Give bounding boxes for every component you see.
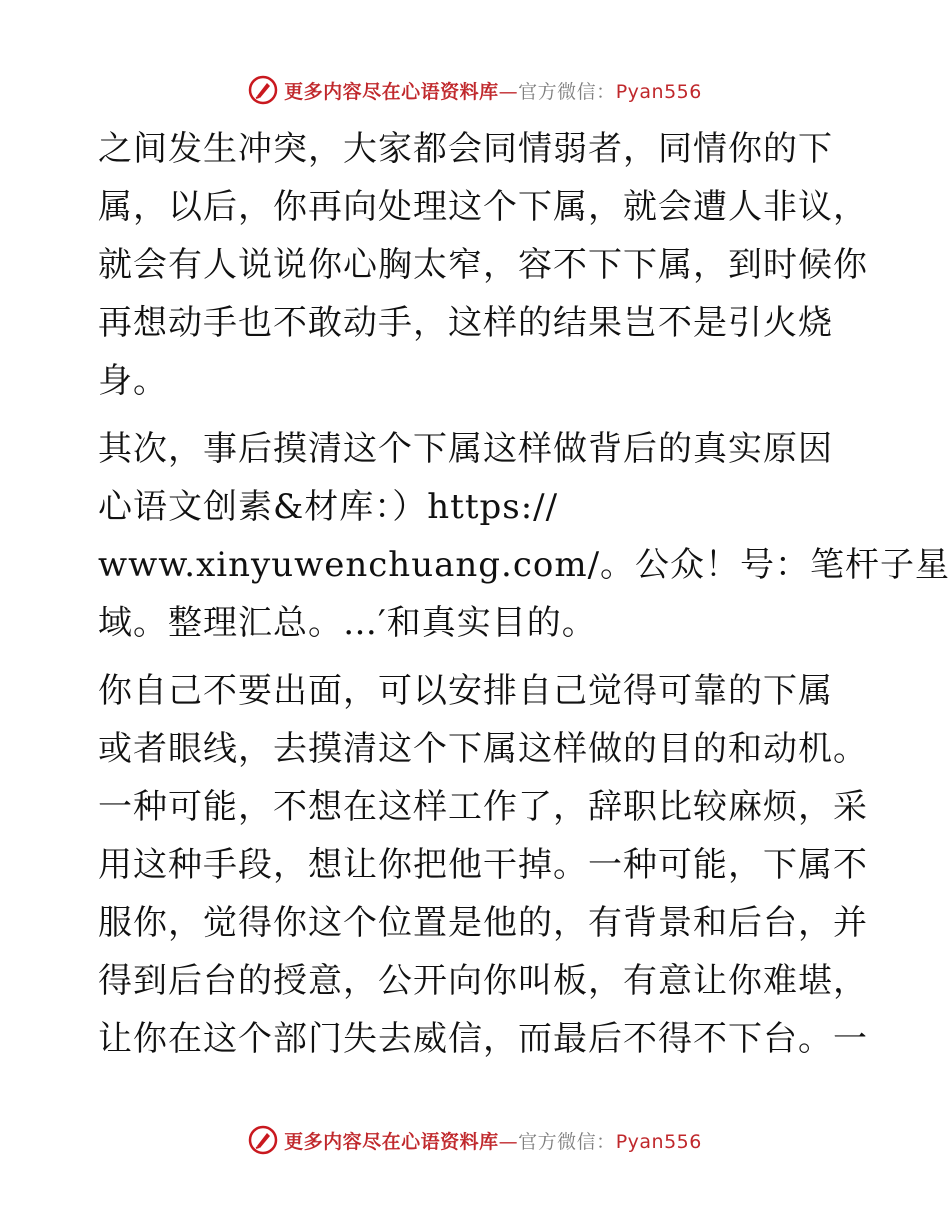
text-line: 用这种手段，想让你把他干掉。一种可能，下属不 <box>98 845 868 885</box>
banner-library-text: 更多内容尽在心语资料库 <box>284 80 499 103</box>
text-line: 一种可能，不想在这样工作了，辞职比较麻烦，采 <box>98 787 868 827</box>
header-banner <box>0 70 950 110</box>
text-line: 之间发生冲突，大家都会同情弱者，同情你的下 <box>98 129 833 169</box>
banner-wechat-id: Pyan556 <box>615 1130 702 1153</box>
banner-dash: — <box>498 80 519 103</box>
text-line: 或者眼线，去摸清这个下属这样做的目的和动机。 <box>98 729 868 769</box>
banner-wechat-id: Pyan556 <box>615 80 702 103</box>
text-line: 属，以后，你再向处理这个下属，就会遭人非议， <box>98 187 868 227</box>
banner-wechat-label: 官方微信： <box>518 1130 616 1153</box>
text-line: 得到后台的授意，公开向你叫板，有意让你难堪， <box>98 961 868 1001</box>
document-body <box>98 120 950 1068</box>
text-line: 再想动手也不敢动手，这样的结果岂不是引火烧 <box>98 303 833 343</box>
banner-library-text: 更多内容尽在心语资料库 <box>284 1130 499 1153</box>
text-line: 身。 <box>98 361 168 401</box>
banner-text <box>284 1127 702 1154</box>
banner-text <box>284 77 702 104</box>
quill-logo-icon <box>248 75 278 105</box>
text-line: www.xinyuwenchuang.com/。公众！号：笔杆子星 <box>98 545 950 585</box>
quill-logo-icon <box>248 1125 278 1155</box>
text-line: 让你在这个部门失去威信，而最后不得不下台。一 <box>98 1019 868 1059</box>
text-line: 域。整理汇总。…′和真实目的。 <box>98 603 597 643</box>
text-line: 其次，事后摸清这个下属这样做背后的真实原因 <box>98 429 833 469</box>
text-line: 服你，觉得你这个位置是他的，有背景和后台，并 <box>98 903 868 943</box>
text-line: 你自己不要出面，可以安排自己觉得可靠的下属 <box>98 671 833 711</box>
paragraph-2 <box>98 420 950 652</box>
paragraph-1 <box>98 120 868 410</box>
banner-dash: — <box>498 1130 519 1153</box>
text-line: 就会有人说说你心胸太窄，容不下下属，到时候你 <box>98 245 868 285</box>
paragraph-3 <box>98 662 868 1068</box>
banner-wechat-label: 官方微信： <box>518 80 616 103</box>
text-line: 心语文创素&材库：）https:// <box>98 487 559 527</box>
footer-banner <box>0 1120 950 1160</box>
